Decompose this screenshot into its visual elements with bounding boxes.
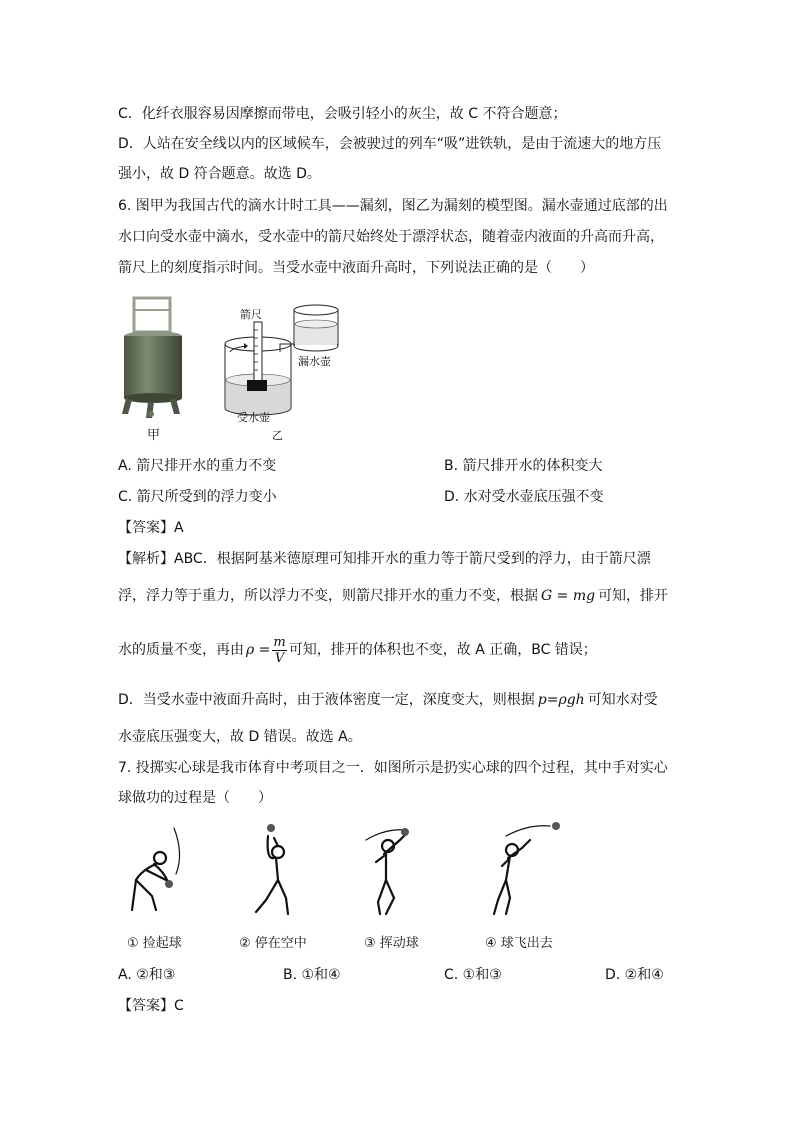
q6-explanation-line-4: D．当受水壶中液面升高时，由于液体密度一定，深度变大，则根据 p=ρgh 可知水对受 [118,692,658,708]
question-7-line-2: 球做功的过程是（ ） [118,790,272,806]
formula-p-rho-gh: p=ρgh [537,692,585,708]
q6-option-b: B. 箭尺排开水的体积变大 [444,458,603,474]
figure-7-caption-4: ④ 球飞出去 [485,936,553,951]
q7-option-d: D. ②和④ [605,967,664,983]
figure-6-label-jia: 甲 [147,428,161,443]
figure-6-label-shoushuihu: 受水壶 [237,411,270,424]
q6-option-c: C. 箭尺所受到的浮力变小 [118,489,277,505]
q6-explanation-line-2: 浮，浮力等于重力，所以浮力不变，则箭尺排开水的重力不变，根据 G = mg 可知，排开 [118,588,669,604]
text-line-c: C．化纤衣服容易因摩擦而带电，会吸引轻小的灰尘，故 C 不符合题意； [118,106,567,122]
text-line-d-cont: 强小，故 D 符合题意。故选 D。 [118,166,321,182]
formula-rho: ρ = [246,642,271,658]
figure-6-label-loushuihu: 漏水壶 [298,355,331,368]
question-6-line-3: 箭尺上的刻度指示时间。当受水壶中液面升高时，下列说法正确的是（ ） [118,260,594,276]
q6-explanation-line-5: 水壶底压强变大，故 D 错误。故选 A。 [118,729,362,745]
question-6-line-2: 水口向受水壶中滴水，受水壶中的箭尺始终处于漂浮状态，随着壶内液面的升高而升高， [118,229,664,245]
figure-7-stick-figures [118,818,578,922]
q6-option-a: A. 箭尺排开水的重力不变 [118,458,277,474]
q6-explanation-line-3: 水的质量不变，再由 ρ = $\frac{m}{V}$ 可知，排开的体积也不变，故 A 正确，BC 错误； [118,634,597,666]
figure-7-caption-1: ① 捡起球 [127,936,182,951]
figure-6-jia-vessel [118,296,190,422]
figure-7-caption-2: ② 停在空中 [239,936,307,951]
question-7-line-1: 7. 投掷实心球是我市体育中考项目之一．如图所示是扔实心球的四个过程，其中手对实心 [118,760,668,776]
figure-6-label-jianchi: 箭尺 [240,308,262,321]
q6-option-d: D. 水对受水壶底压强不变 [444,489,604,505]
q7-answer: 【答案】C [118,998,184,1014]
formula-fraction: $\frac{m}{V}$ [273,634,286,666]
formula-g-mg: G = mg [541,588,596,604]
figure-7-caption-3: ③ 挥动球 [364,936,419,951]
text-line-d: D．人站在安全线以内的区域候车，会被驶过的列车“吸”进铁轨，是由于流速大的地方压 [118,136,662,152]
q7-option-c: C. ①和③ [444,967,502,983]
q6-explanation-line-1: 【解析】ABC．根据阿基米德原理可知排开水的重力等于箭尺受到的浮力，由于箭尺漂 [118,551,651,567]
q6-answer: 【答案】A [118,520,184,536]
question-6-line-1: 6. 图甲为我国古代的滴水计时工具——漏刻，图乙为漏刻的模型图。漏水壶通过底部的出 [118,198,668,214]
figure-6-label-yi: 乙 [272,429,283,442]
q7-option-a: A. ②和③ [118,967,176,983]
q7-option-b: B. ①和④ [283,967,341,983]
